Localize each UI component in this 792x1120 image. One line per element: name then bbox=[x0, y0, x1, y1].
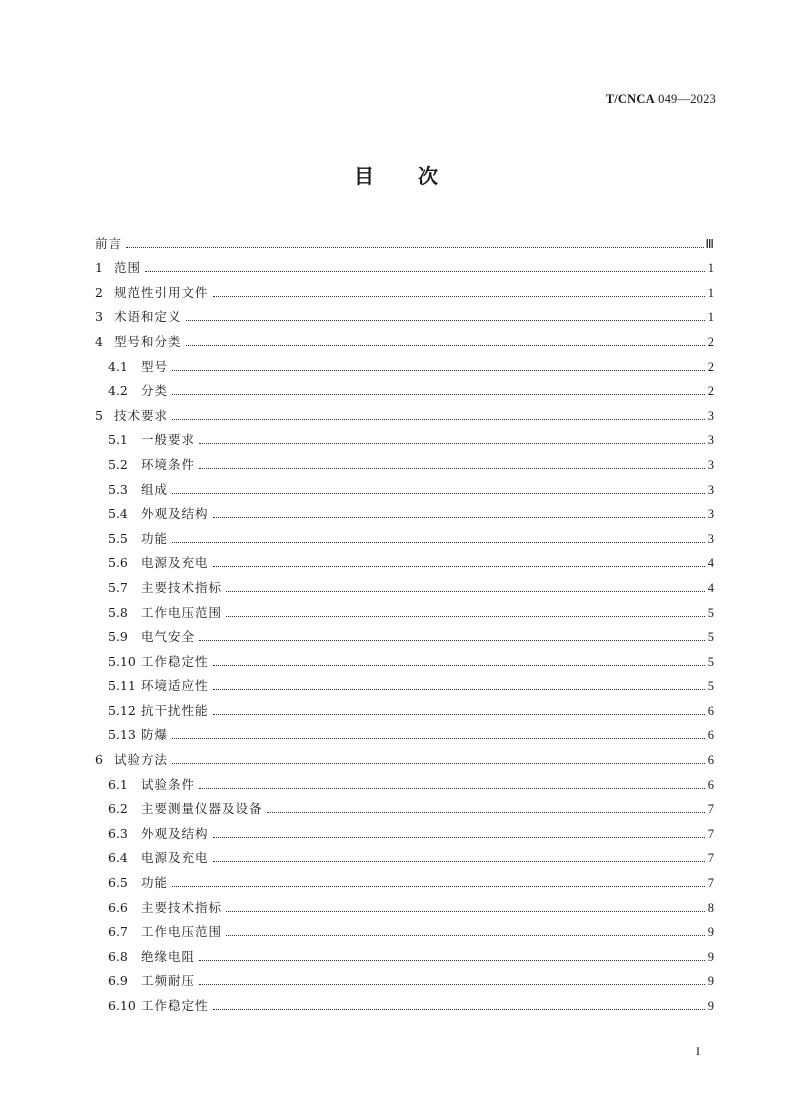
toc-entry-label: 型号和分类 bbox=[114, 333, 182, 349]
toc-entry-label: 外观及结构 bbox=[141, 506, 209, 522]
toc-entry-number: 5.2 bbox=[108, 456, 128, 472]
toc-entry-page: 4 bbox=[707, 580, 714, 595]
toc-entry-number: 6.8 bbox=[108, 948, 128, 964]
toc-leader-dots bbox=[213, 714, 705, 715]
toc-entry-page: 7 bbox=[707, 876, 714, 891]
toc-leader-dots bbox=[226, 911, 705, 912]
toc-entry-label: 组成 bbox=[141, 481, 169, 497]
toc-entry-label: 环境条件 bbox=[141, 456, 196, 472]
standard-code-number: 049—2023 bbox=[658, 92, 716, 106]
toc-leader-dots bbox=[199, 960, 705, 961]
toc-entry-label: 规范性引用文件 bbox=[114, 284, 209, 300]
toc-leader-dots bbox=[199, 468, 705, 469]
toc-entry-number: 5.9 bbox=[108, 629, 128, 645]
title-char-1: 目 bbox=[354, 164, 374, 188]
toc-entry[interactable] bbox=[95, 448, 714, 473]
toc-entry-number: 4.2 bbox=[108, 383, 128, 399]
toc-entry-label: 工作稳定性 bbox=[141, 998, 209, 1013]
standard-code-prefix: T/CNCA bbox=[605, 92, 655, 106]
toc-entry-number: 6 bbox=[95, 752, 103, 768]
toc-leader-dots bbox=[172, 370, 705, 371]
toc-leader-dots bbox=[172, 419, 705, 420]
toc-entry-number: 5.5 bbox=[108, 530, 128, 546]
toc-entry-page: 5 bbox=[707, 679, 714, 694]
title-char-2: 次 bbox=[418, 164, 438, 188]
toc-entry-label: 抗干扰性能 bbox=[141, 702, 209, 718]
toc-leader-dots bbox=[126, 247, 704, 248]
toc-entry[interactable] bbox=[95, 547, 714, 572]
toc-entry[interactable] bbox=[95, 522, 714, 547]
toc-entry-number: 6.7 bbox=[108, 924, 128, 940]
toc-leader-dots bbox=[199, 640, 705, 641]
toc-entry-label: 绝缘电阻 bbox=[141, 948, 196, 964]
toc-entry-page: 6 bbox=[707, 777, 714, 792]
toc-entry[interactable] bbox=[95, 227, 714, 252]
table-of-contents bbox=[95, 227, 714, 1014]
toc-entry-page: 5 bbox=[707, 605, 714, 620]
toc-entry[interactable] bbox=[95, 965, 714, 990]
toc-entry-page: 9 bbox=[707, 925, 714, 940]
toc-entry-number: 6.10 bbox=[108, 998, 136, 1013]
toc-entry[interactable] bbox=[95, 375, 714, 400]
toc-entry-number: 5.10 bbox=[108, 653, 136, 669]
toc-entry-label: 范围 bbox=[114, 260, 142, 276]
toc-entry-page: 3 bbox=[707, 408, 714, 423]
toc-entry-label: 工作电压范围 bbox=[141, 604, 223, 620]
toc-entry-page: 1 bbox=[707, 285, 714, 300]
toc-leader-dots bbox=[172, 763, 705, 764]
toc-entry-number: 1 bbox=[95, 260, 103, 276]
toc-entry-page: 1 bbox=[707, 261, 714, 276]
toc-entry-label: 工作电压范围 bbox=[141, 924, 223, 940]
toc-entry[interactable] bbox=[95, 498, 714, 523]
toc-entry-label: 主要测量仪器及设备 bbox=[141, 801, 263, 817]
toc-entry-number: 6.5 bbox=[108, 875, 128, 891]
toc-leader-dots bbox=[186, 345, 705, 346]
toc-entry-page: 2 bbox=[707, 334, 714, 349]
toc-entry-page: 1 bbox=[707, 310, 714, 325]
toc-leader-dots bbox=[213, 517, 705, 518]
toc-entry-number: 5.12 bbox=[108, 702, 136, 718]
toc-leader-dots bbox=[213, 296, 705, 297]
toc-entry-page: 9 bbox=[707, 974, 714, 989]
toc-entry[interactable] bbox=[95, 596, 714, 621]
toc-entry-page: 3 bbox=[707, 507, 714, 522]
page-title bbox=[0, 160, 792, 189]
toc-entry[interactable] bbox=[95, 645, 714, 670]
toc-entry-page: 7 bbox=[707, 802, 714, 817]
toc-leader-dots bbox=[213, 665, 705, 666]
toc-entry-number: 4.1 bbox=[108, 358, 128, 374]
toc-entry[interactable] bbox=[95, 571, 714, 596]
toc-leader-dots bbox=[186, 320, 705, 321]
toc-leader-dots bbox=[199, 984, 705, 985]
toc-entry[interactable] bbox=[95, 252, 714, 277]
toc-entry-label: 主要技术指标 bbox=[141, 579, 223, 595]
toc-entry-label: 工频耐压 bbox=[141, 973, 196, 989]
toc-entry[interactable] bbox=[95, 842, 714, 867]
toc-entry-page: 9 bbox=[707, 999, 714, 1013]
toc-entry[interactable] bbox=[95, 817, 714, 842]
toc-entry-label: 环境适应性 bbox=[141, 678, 209, 694]
toc-entry[interactable] bbox=[95, 793, 714, 818]
toc-entry-label: 一般要求 bbox=[141, 432, 196, 448]
toc-leader-dots bbox=[226, 935, 705, 936]
toc-entry[interactable] bbox=[95, 940, 714, 965]
toc-entry[interactable] bbox=[95, 350, 714, 375]
toc-entry[interactable] bbox=[95, 473, 714, 498]
toc-entry[interactable] bbox=[95, 301, 714, 326]
toc-entry-number: 5.1 bbox=[108, 432, 128, 448]
toc-entry-number: 5.11 bbox=[108, 678, 136, 694]
toc-entry-label: 技术要求 bbox=[114, 407, 169, 423]
toc-entry-label: 试验方法 bbox=[114, 752, 169, 768]
toc-entry-label: 试验条件 bbox=[141, 776, 196, 792]
toc-entry-number: 5.4 bbox=[108, 506, 128, 522]
toc-entry-label: 防爆 bbox=[141, 727, 169, 743]
toc-entry-number: 5.8 bbox=[108, 604, 128, 620]
toc-entry[interactable] bbox=[95, 325, 714, 350]
toc-entry[interactable] bbox=[95, 719, 714, 744]
toc-entry-label: 术语和定义 bbox=[114, 309, 182, 325]
toc-entry-page: 3 bbox=[707, 433, 714, 448]
toc-entry[interactable] bbox=[95, 891, 714, 916]
toc-entry-label: 外观及结构 bbox=[141, 825, 209, 841]
toc-entry[interactable] bbox=[95, 916, 714, 941]
toc-entry-page: 2 bbox=[707, 384, 714, 399]
toc-entry-number: 6.4 bbox=[108, 850, 128, 866]
toc-entry-label: 功能 bbox=[141, 875, 169, 891]
toc-entry-label: 工作稳定性 bbox=[141, 653, 209, 669]
toc-entry-page: 6 bbox=[707, 753, 714, 768]
toc-entry-label: 前言 bbox=[95, 235, 123, 251]
toc-entry-label: 分类 bbox=[141, 383, 169, 399]
toc-leader-dots bbox=[213, 566, 705, 567]
toc-entry[interactable] bbox=[95, 743, 714, 768]
toc-leader-dots bbox=[213, 1009, 705, 1010]
toc-entry-page: Ⅲ bbox=[705, 236, 714, 251]
toc-leader-dots bbox=[172, 542, 705, 543]
toc-entry-label: 主要技术指标 bbox=[141, 899, 223, 915]
toc-entry-number: 2 bbox=[95, 284, 103, 300]
toc-entry[interactable] bbox=[95, 694, 714, 719]
toc-entry-page: 3 bbox=[707, 457, 714, 472]
toc-entry-label: 型号 bbox=[141, 358, 169, 374]
toc-entry[interactable] bbox=[95, 424, 714, 449]
toc-entry-page: 9 bbox=[707, 949, 714, 964]
toc-entry-label: 电源及充电 bbox=[141, 555, 209, 571]
toc-entry[interactable] bbox=[95, 670, 714, 695]
toc-entry-number: 6.9 bbox=[108, 973, 128, 989]
standard-code bbox=[606, 92, 716, 107]
toc-entry-page: 4 bbox=[707, 556, 714, 571]
toc-entry[interactable] bbox=[95, 989, 714, 1014]
toc-leader-dots bbox=[226, 616, 705, 617]
toc-leader-dots bbox=[172, 394, 705, 395]
toc-leader-dots bbox=[199, 788, 705, 789]
toc-entry-page: 6 bbox=[707, 703, 714, 718]
toc-entry-number: 6.3 bbox=[108, 825, 128, 841]
toc-entry-number: 3 bbox=[95, 309, 103, 325]
toc-entry-number: 6.2 bbox=[108, 801, 128, 817]
toc-entry-label: 电源及充电 bbox=[141, 850, 209, 866]
page-number: I bbox=[696, 1044, 700, 1058]
toc-entry-number: 6.6 bbox=[108, 899, 128, 915]
toc-entry[interactable] bbox=[95, 621, 714, 646]
toc-entry[interactable] bbox=[95, 399, 714, 424]
toc-entry-page: 7 bbox=[707, 851, 714, 866]
toc-entry-page: 6 bbox=[707, 728, 714, 743]
toc-entry[interactable] bbox=[95, 768, 714, 793]
toc-entry-number: 5.7 bbox=[108, 579, 128, 595]
toc-entry-number: 6.1 bbox=[108, 776, 128, 792]
toc-entry-page: 5 bbox=[707, 654, 714, 669]
toc-entry[interactable] bbox=[95, 276, 714, 301]
toc-leader-dots bbox=[172, 493, 705, 494]
toc-entry-number: 5.6 bbox=[108, 555, 128, 571]
toc-entry-number: 5.3 bbox=[108, 481, 128, 497]
toc-entry-label: 电气安全 bbox=[141, 629, 196, 645]
toc-leader-dots bbox=[213, 861, 705, 862]
toc-entry-page: 3 bbox=[707, 531, 714, 546]
toc-leader-dots bbox=[172, 738, 705, 739]
toc-leader-dots bbox=[145, 271, 705, 272]
toc-entry-page: 5 bbox=[707, 630, 714, 645]
toc-leader-dots bbox=[267, 812, 705, 813]
toc-entry-page: 3 bbox=[707, 482, 714, 497]
toc-leader-dots bbox=[172, 886, 705, 887]
toc-leader-dots bbox=[213, 837, 705, 838]
toc-leader-dots bbox=[213, 689, 705, 690]
toc-entry[interactable] bbox=[95, 866, 714, 891]
toc-entry-page: 8 bbox=[707, 900, 714, 915]
toc-entry-number: 5.13 bbox=[108, 727, 136, 743]
toc-entry-number: 5 bbox=[95, 407, 103, 423]
toc-leader-dots bbox=[199, 443, 705, 444]
toc-entry-number: 4 bbox=[95, 333, 103, 349]
toc-leader-dots bbox=[226, 591, 705, 592]
toc-entry-label: 功能 bbox=[141, 530, 169, 546]
toc-entry-page: 7 bbox=[707, 826, 714, 841]
toc-entry-page: 2 bbox=[707, 359, 714, 374]
